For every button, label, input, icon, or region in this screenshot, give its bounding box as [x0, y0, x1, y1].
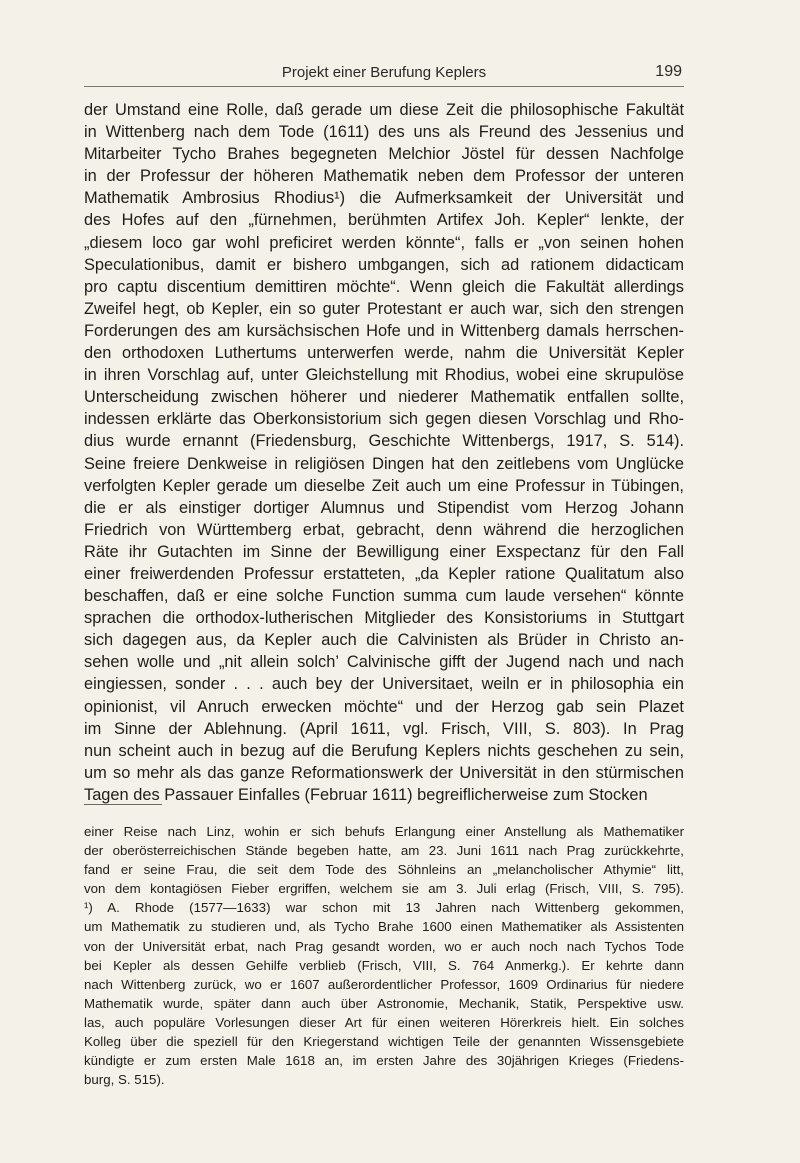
text-line: in der Professur der höheren Mathematik neben dem Professor der unteren [84, 167, 684, 186]
text-line: Tagen des Passauer Einfalles (Februar 1611) begreiflicherweise zum Stocken [84, 785, 648, 804]
footnote-line: las, auch populäre Vorlesungen dieser Art für einen weiteren Hörerkreis hielt. Ein solches [84, 1014, 684, 1030]
text-line: dius wurde ernannt (Friedensburg, Geschichte Wittenbergs, 1917, S. 514). [84, 432, 684, 451]
text-line: Forderungen des am kursächsischen Hofe und in Wittenberg damals herrschen- [84, 321, 684, 340]
footnote-line: fand er seine Frau, die seit dem Tode des Söhnleins an „melancholischer Athymie“ litt, [84, 862, 684, 878]
text-line: sehen wolle und „nit allein solch’ Calvinische gifft der Jugend nach und nach [84, 653, 684, 672]
text-line: einer freiwerdenden Professur erstatteten, „da Kepler ratione Qualitatum also [84, 564, 684, 583]
text-line: des Hofes auf den „fürnehmen, berühmten Artifex Joh. Kepler“ lenkte, der [84, 211, 684, 230]
text-line: Friedrich von Württemberg erbat, gebracht, denn während die herzoglichen [84, 520, 684, 539]
text-line: den orthodoxen Luthertums unterwerfen werde, nahm die Universität Kepler [84, 344, 684, 363]
text-line: eingiessen, sonder . . . auch bey der Universitaet, weiln er in philosophia ein [84, 675, 684, 694]
text-line: pro captu discentium demittiren möchte“. Wenn gleich die Fakultät allerdings [84, 277, 684, 296]
footnote-line: um Mathematik zu studieren und, als Tycho Brahe 1600 einen Mathematiker als Assistenten [84, 919, 684, 935]
text-line: um so mehr als das ganze Reformationswerk der Universität in den stürmischen [84, 763, 684, 782]
text-line: Seine freiere Denkweise in religiösen Dingen hat den zeitlebens vom Unglücke [84, 454, 684, 473]
text-line: in ihren Vorschlag auf, unter Gleichstellung mit Rhodius, wobei eine skrupulöse [84, 366, 684, 385]
running-head [84, 62, 684, 87]
running-title: Projekt einer Berufung Keplers [281, 64, 487, 81]
footnote-line: von dem kontagiösen Fieber ergriffen, welchem sie am 3. Juli erlag (Frisch, VIII, S. 795). [84, 881, 684, 897]
main-text [84, 99, 684, 806]
footnote-divider [84, 804, 162, 805]
footnote-line: nach Wittenberg zurück, wo er 1607 außerordentlicher Professor, 1609 Ordinarius für niedere [84, 976, 684, 992]
text-line: verfolgten Kepler gerade um dieselbe Zeit auch um eine Professur in Tübingen, [84, 476, 684, 495]
text-line: Mitarbeiter Tycho Brahes begegneten Melchior Jöstel für dessen Nachfolge [84, 145, 684, 164]
text-line: die er als einstiger dortiger Alumnus und Stipendist vom Herzog Johann [84, 498, 684, 517]
footnote-line: von der Universität erbat, nach Prag gesandt worden, wo er auch noch nach Tychos Tode [84, 938, 684, 954]
footnote-line: kündigte er zum ersten Male 1618 an, im ersten Jahre des 30jährigen Krieges (Friedens- [84, 1053, 684, 1069]
text-line: sich dagegen aus, da Kepler auch die Calvinisten als Brüder in Christo an- [84, 631, 684, 650]
footnote-line: bei Kepler als dessen Gehilfe verblieb (Frisch, VIII, S. 764 Anmerkg.). Er kehrte dann [84, 957, 684, 973]
text-line: in Wittenberg nach dem Tode (1611) des uns als Freund des Jessenius und [84, 123, 684, 142]
text-line: beschaffen, daß er eine solche Function summa cum laude versehen“ könnte [84, 587, 684, 606]
page-number: 199 [655, 63, 682, 80]
text-line: im Sinne der Ablehnung. (April 1611, vgl. Frisch, VIII, S. 803). In Prag [84, 719, 684, 738]
footnote-line: Kolleg über die speziell für den Kriegerstand wichtigen Teile der genannten Wissensgebiete [84, 1034, 684, 1050]
text-line: der Umstand eine Rolle, daß gerade um diese Zeit die philosophische Fakultät [84, 101, 684, 119]
footnote-line: Mathematik wurde, später dann auch über Astronomie, Mechanik, Statik, Perspektive usw. [84, 995, 684, 1011]
footnote-line: der oberösterreichischen Stände begeben hatte, am 23. Juni 1611 nach Prag zurückkehrte, [84, 843, 684, 859]
footnote-line: burg, S. 515). [84, 1072, 165, 1088]
footnote-line: einer Reise nach Linz, wohin er sich behufs Erlangung einer Anstellung als Mathematiker [84, 824, 684, 839]
text-line: Unterscheidung zwischen höherer und niederer Mathematik entfallen sollte, [84, 388, 684, 407]
text-line: „diesem loco gar wohl preficiret werden könnte“, falls er „von seinen hohen [84, 233, 684, 252]
text-line: Speculationibus, damit er bishero umbgangen, sich ad rationem didacticam [84, 255, 684, 274]
text-line: indessen erklärte das Oberkonsistorium sich gegen diesen Vorschlag und Rho- [84, 410, 684, 429]
text-line: nun scheint auch in bezug auf die Berufung Keplers nichts geschehen zu sein, [84, 741, 684, 760]
text-line: Räte ihr Gutachten im Sinne der Bewilligung einer Exspectanz für den Fall [84, 542, 684, 561]
text-line: Mathematik Ambrosius Rhodius¹) die Aufmerksamkeit der Universität und [84, 189, 684, 208]
text-line: sprachen die orthodox-lutherischen Mitglieder des Konsistoriums in Stuttgart [84, 609, 684, 628]
text-line: opinionist, vil Anruch erwecken möchte“ und der Herzog gab sein Plazet [84, 697, 684, 716]
text-line: Zweifel hegt, ob Kepler, ein so guter Protestant er auch war, sich den strengen [84, 299, 684, 318]
footnotes [84, 822, 684, 1089]
footnote-line: ¹) A. Rhode (1577—1633) war schon mit 13 Jahren nach Wittenberg gekommen, [84, 900, 684, 916]
